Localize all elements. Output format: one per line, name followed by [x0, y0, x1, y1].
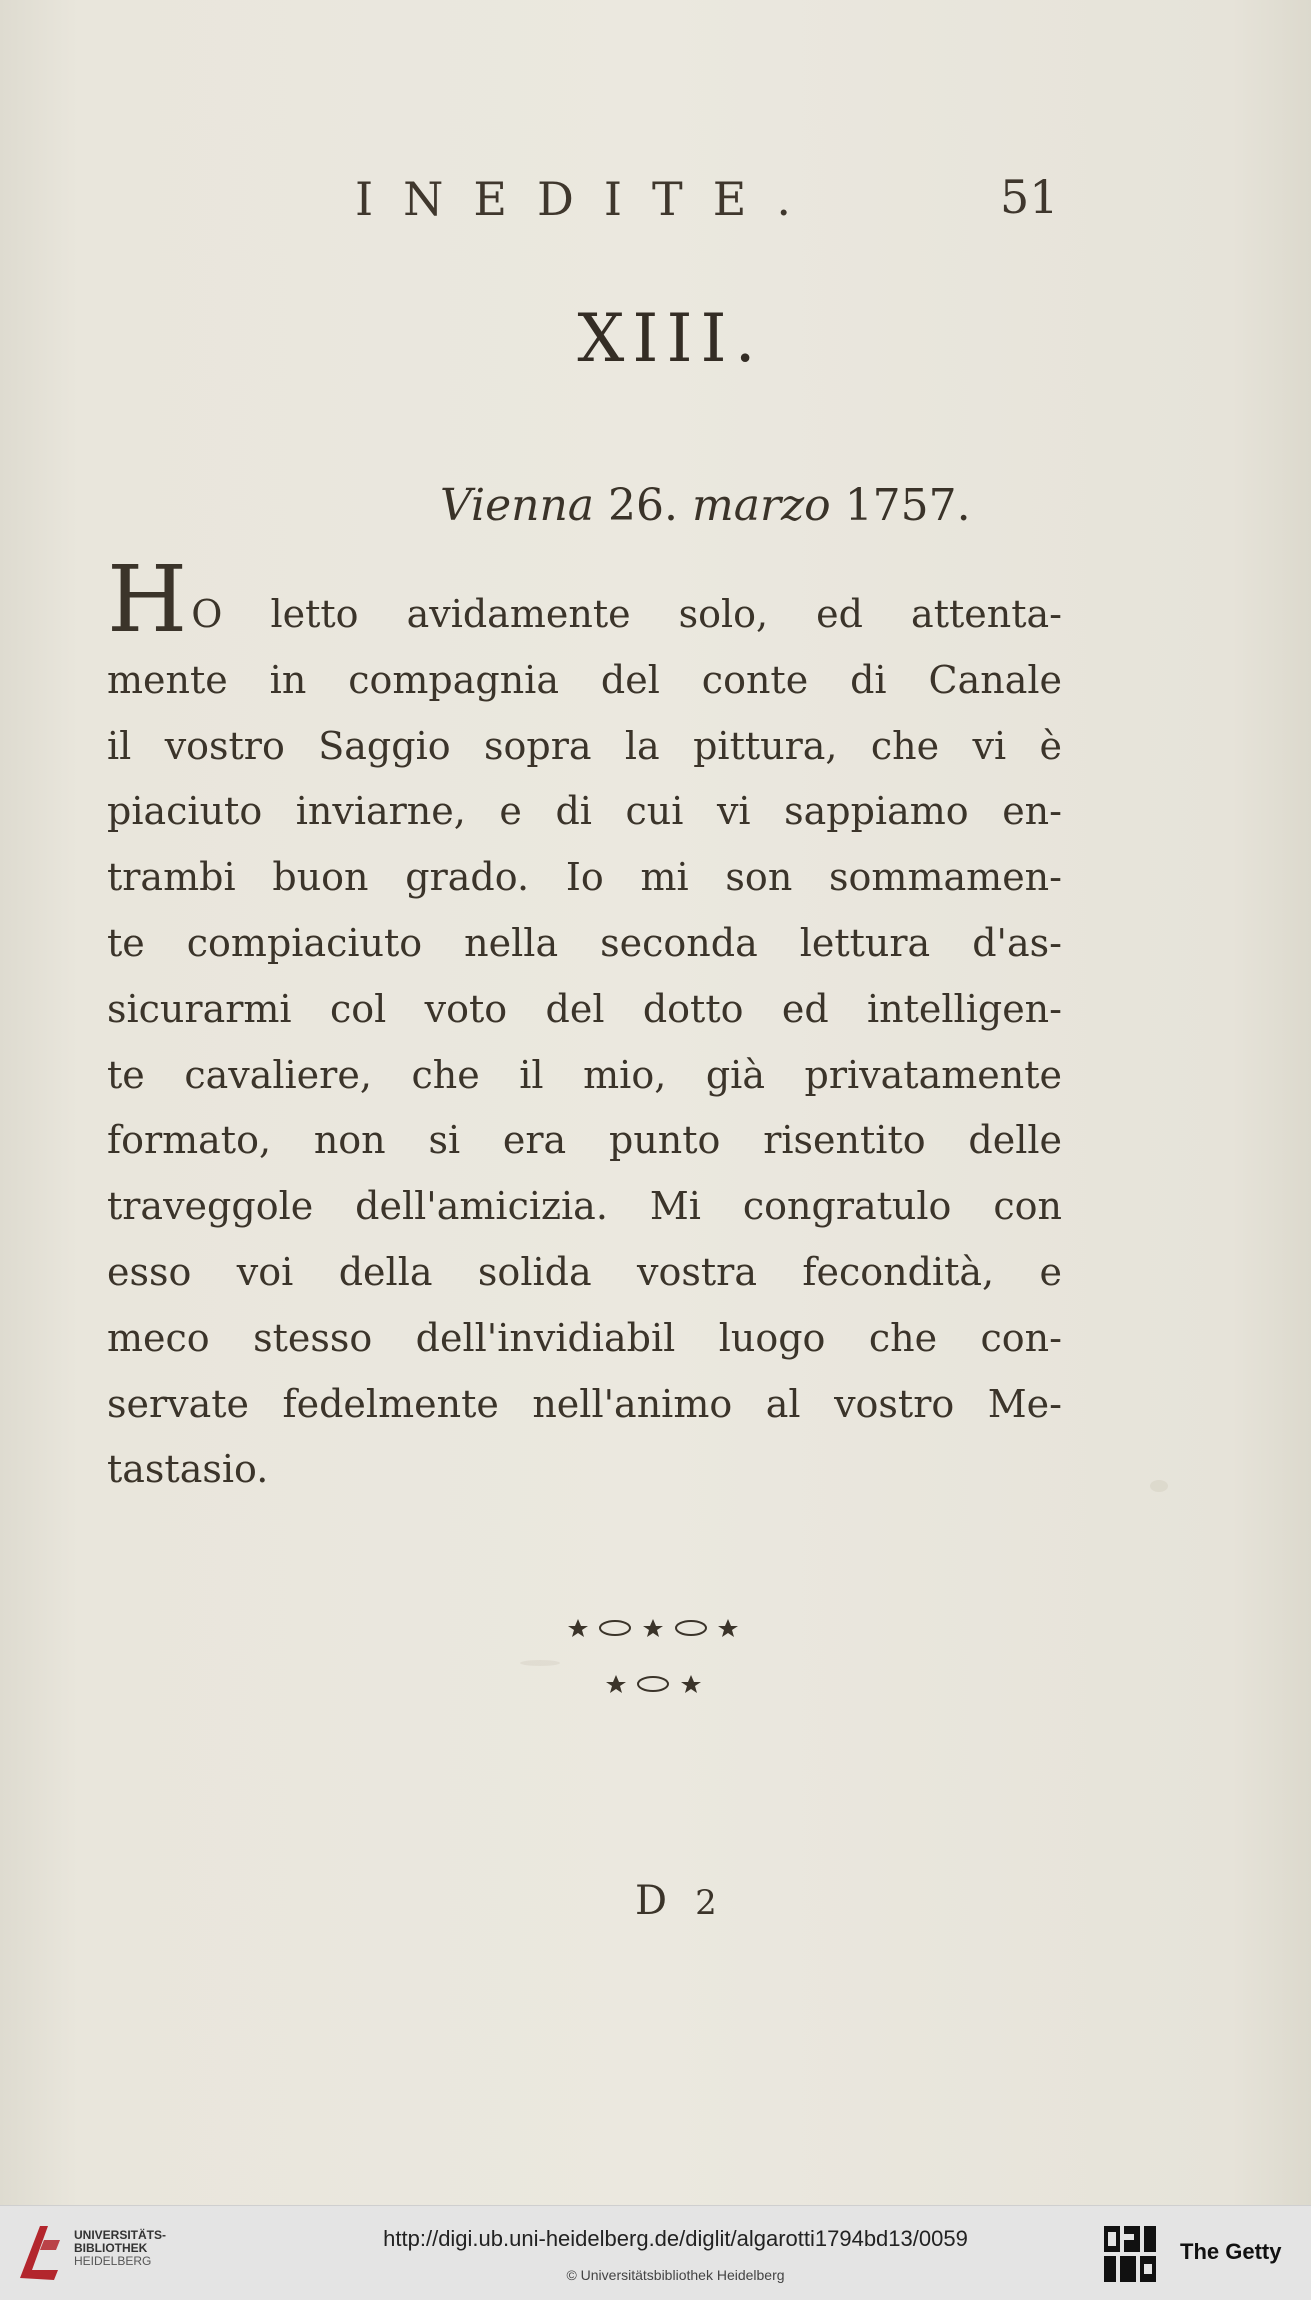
text-line: sicurarmi col voto del dotto ed intelligen-: [107, 986, 1062, 1031]
closing-ornament: [0, 1597, 1311, 1707]
dateline-year: 1757.: [844, 480, 971, 531]
letter-body: [107, 546, 1062, 1503]
text-line: te compiaciuto nella seconda lettura d'as-: [107, 920, 1062, 965]
running-title: INEDITE.: [355, 172, 821, 226]
signature-letter: D: [635, 1878, 668, 1924]
text-line: meco stesso dell'invidiabil luogo che con-: [107, 1315, 1062, 1360]
text-line: mente in compagnia del conte di Canale: [107, 657, 1062, 702]
page-number: 51: [1000, 170, 1059, 224]
text-line: esso voi della solida vostra fecondità, e: [107, 1249, 1062, 1294]
text-line-1: H O letto avidamente solo, ed attenta-: [107, 546, 1062, 653]
library-line-3: HEIDELBERG: [74, 2254, 152, 2268]
star-ornament-icon: [556, 1597, 756, 1707]
getty-sponsor-label: The Getty: [1180, 2239, 1282, 2264]
dateline-month: marzo: [692, 480, 831, 531]
text-line: servate fedelmente nell'animo al vostro Me-: [107, 1381, 1062, 1426]
library-line-2: BIBLIOTHEK: [74, 2241, 148, 2255]
text-line: il vostro Saggio sopra la pittura, che vi è: [107, 723, 1062, 768]
first-word-rest: O: [191, 592, 223, 636]
text-line: traveggole dell'amicizia. Mi congratulo con: [107, 1184, 1062, 1229]
permalink-url[interactable]: http://digi.ub.uni-heidelberg.de/diglit/algarotti1794bd13/0059: [383, 2226, 968, 2251]
text-line: formato, non si era punto risentito delle: [107, 1118, 1062, 1163]
dateline: [440, 480, 1040, 531]
text-line: te cavaliere, che il mio, già privatamente: [107, 1052, 1062, 1097]
copyright-notice: © Universitätsbibliothek Heidelberg: [566, 2267, 785, 2283]
signature-number: 2: [695, 1883, 717, 1923]
running-head: [355, 170, 1059, 232]
text-line: tastasio.: [107, 1447, 269, 1492]
text-line: trambi buon grado. Io mi son sommamen-: [107, 855, 1062, 900]
drop-cap: H: [107, 546, 188, 653]
viewer-footer: [0, 2205, 1311, 2300]
paper-stain: [1150, 1480, 1168, 1492]
dateline-day: 26.: [608, 480, 679, 531]
library-line-1: UNIVERSITÄTS-: [74, 2228, 167, 2242]
letter-number: XIII.: [577, 300, 764, 377]
dateline-place: Vienna: [440, 480, 595, 531]
text-line: piaciuto inviarne, e di cui vi sappiamo en-: [107, 789, 1062, 834]
signature-mark: [635, 1878, 717, 1924]
getty-logo-icon[interactable]: [1102, 2224, 1160, 2284]
